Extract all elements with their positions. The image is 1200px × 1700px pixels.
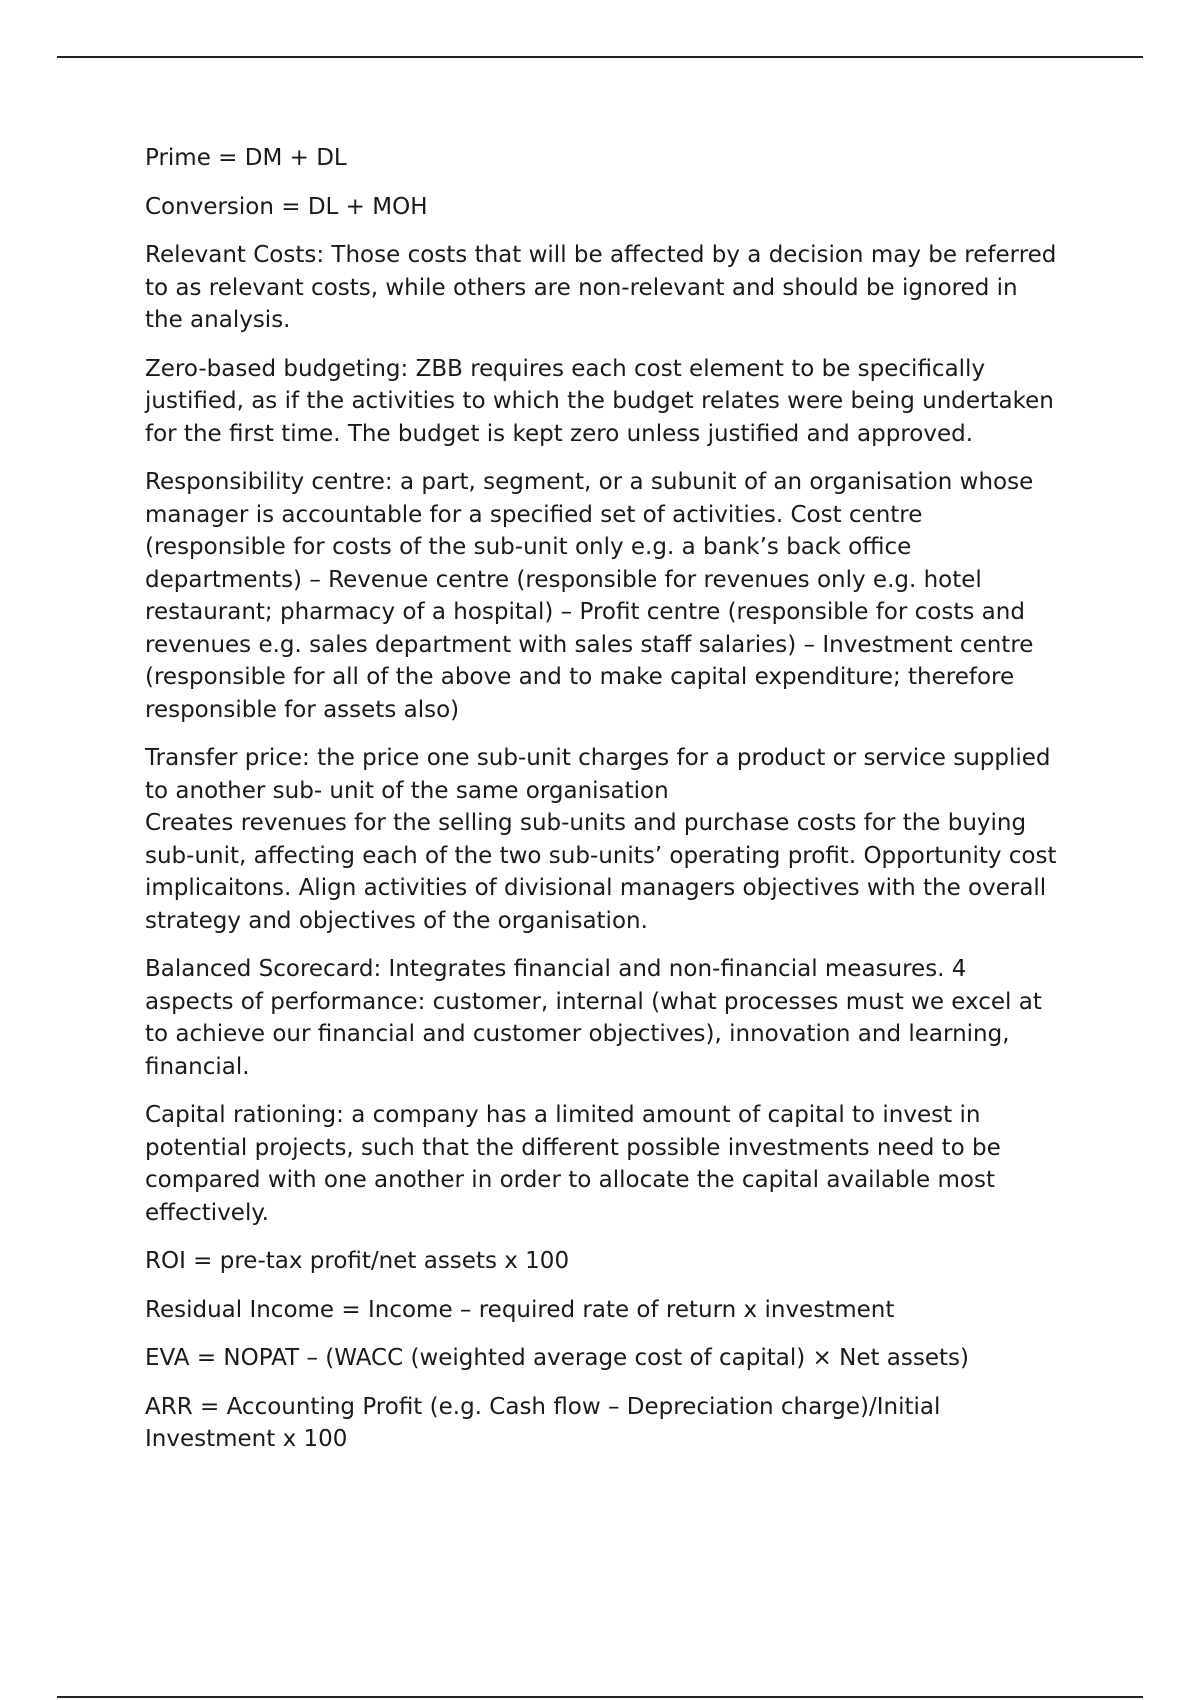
formula-residual-income: Residual Income = Income – required rate of return x investment <box>145 1296 895 1323</box>
bottom-divider <box>57 1696 1143 1698</box>
definition-responsibility-centre: Responsibility centre: a part, segment, or a subunit of an organisation whose manager is accountable for a specified set of activities. Cost centre (responsible for costs of the sub-unit only e.g. a bank’s back office departments) – Revenue centre (responsible for revenues only e.g. hotel restaurant; pharmacy of a hospital) – Profit centre (responsible for costs and revenues e.g. sales department with sales staff salaries) – Investment centre (responsible for all of the above and to make capital expenditure; therefore responsible for assets also) <box>145 469 1041 723</box>
formula-prime-cost: Prime = DM + DL <box>145 145 347 171</box>
formula-conversion-cost: Conversion = DL + MOH <box>145 193 428 220</box>
definition-transfer-price: Transfer price: the price one sub-unit charges for a product or service supplied to another sub- unit of the same organisation Creates revenues for the selling sub-units and purchase costs for the buying sub-unit, affecting each of the two sub-units’ operating profit. Opportunity cost implicaitons. Align activities of divisional managers objectives with the overall strategy and objectives of the organisation. <box>145 745 1057 934</box>
definition-relevant-costs: Relevant Costs: Those costs that will be affected by a decision may be referred to as relevant costs, while others are non-relevant and should be ignored in the analysis. <box>145 242 1064 333</box>
formula-roi: ROI = pre-tax profit/net assets x 100 <box>145 1248 570 1274</box>
top-divider <box>57 56 1143 58</box>
definition-balanced-scorecard: Balanced Scorecard: Integrates financial and non-financial measures. 4 aspects of performance: customer, internal (what processes must we excel at to achieve our financial and customer objectives), innovation and learning, financial. <box>145 956 1050 1080</box>
formula-eva: EVA = NOPAT – (WACC (weighted average cost of capital) × Net assets) <box>145 1345 969 1371</box>
definition-capital-rationing: Capital rationing: a company has a limited amount of capital to invest in potential projects, such that the different possible investments need to be compared with one another in order to allocate the capital available most effectively. <box>145 1102 1009 1226</box>
document-body <box>145 142 1064 1472</box>
definition-zero-based-budgeting: Zero-based budgeting: ZBB requires each cost element to be specifically justified, as if the activities to which the budget relates were being undertaken for the first time. The budget is kept zero unless justified and approved. <box>145 355 1062 447</box>
formula-arr: ARR = Accounting Profit (e.g. Cash flow – Depreciation charge)/Initial Investment x 100 <box>145 1393 948 1452</box>
